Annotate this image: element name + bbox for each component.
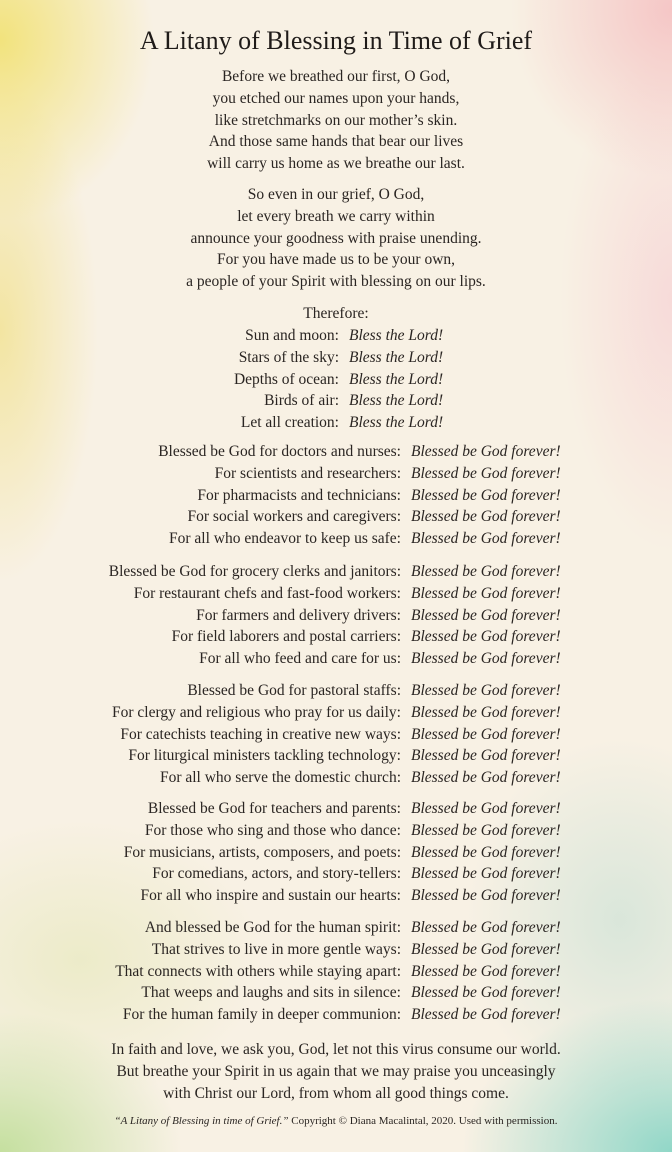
litany-row xyxy=(0,506,672,528)
litany-call: For all who serve the domestic church: xyxy=(159,769,401,787)
litany-row xyxy=(0,583,672,605)
litany-response: Blessed be God forever! xyxy=(411,486,561,504)
therefore-heading xyxy=(0,303,672,325)
litany-call: For farmers and delivery drivers: xyxy=(196,606,401,624)
litany-call: For field laborers and postal carriers: xyxy=(171,628,401,646)
litany-row xyxy=(0,626,672,648)
copyright-credit xyxy=(0,1115,672,1127)
litany-call: Blessed be God for doctors and nurses: xyxy=(158,443,401,460)
litany-response: Blessed be God forever! xyxy=(411,919,561,936)
litany-response: Blessed be God forever! xyxy=(411,508,561,526)
litany-row xyxy=(0,982,672,1004)
litany-response: Blessed be God forever! xyxy=(411,563,561,580)
litany-row xyxy=(0,767,672,789)
litany-call: Stars of the sky: xyxy=(238,348,339,366)
stanza-line: with Christ our Lord, from whom all good things come. xyxy=(163,1084,509,1102)
litany-row xyxy=(0,441,672,463)
litany-row xyxy=(0,605,672,627)
stanza-line: you etched our names upon your hands, xyxy=(212,89,460,107)
litany-row xyxy=(0,885,672,907)
litany-response: Blessed be God forever! xyxy=(411,584,561,602)
litany-response: Blessed be God forever! xyxy=(411,628,561,646)
closing-prayer xyxy=(0,1039,672,1104)
stanza-line: And those same hands that bear our lives xyxy=(208,133,464,151)
litany-row xyxy=(0,648,672,670)
litany-row xyxy=(0,347,672,369)
litany-call: For those who sing and those who dance: xyxy=(144,821,401,839)
stanza-line: Before we breathed our first, O God, xyxy=(221,68,451,85)
litany-response: Bless the Lord! xyxy=(349,348,444,366)
litany-row xyxy=(0,528,672,550)
litany-call: That weeps and laughs and sits in silence: xyxy=(141,984,401,1002)
litany-response: Blessed be God forever! xyxy=(411,887,561,905)
stanza-line: So even in our grief, O God, xyxy=(247,186,425,203)
litany-call: That connects with others while staying apart: xyxy=(115,962,401,980)
litany-row xyxy=(0,863,672,885)
litany-response: Blessed be God forever! xyxy=(411,606,561,624)
page-title: A Litany of Blessing in Time of Grief xyxy=(139,26,533,55)
litany-group-arts xyxy=(0,798,672,907)
litany-call: That strives to live in more gentle ways: xyxy=(151,940,401,958)
litany-call: For the human family in deeper communion: xyxy=(122,1006,401,1024)
litany-group-human-spirit xyxy=(0,917,672,1026)
litany-response: Blessed be God forever! xyxy=(411,769,561,787)
opening-stanza xyxy=(0,66,672,175)
second-stanza xyxy=(0,184,672,293)
litany-call: For all who feed and care for us: xyxy=(199,650,401,668)
litany-row xyxy=(0,390,672,412)
litany-row xyxy=(0,485,672,507)
stanza-line: let every breath we carry within xyxy=(237,207,435,225)
litany-group-church xyxy=(0,680,672,789)
litany-row xyxy=(0,1004,672,1026)
litany-response: Blessed be God forever! xyxy=(411,725,561,743)
litany-call: For liturgical ministers tackling technology: xyxy=(128,747,401,765)
litany-response: Bless the Lord! xyxy=(349,392,444,410)
litany-row xyxy=(0,561,672,583)
litany-call: Birds of air: xyxy=(264,392,339,410)
litany-row xyxy=(0,680,672,702)
litany-row xyxy=(0,724,672,746)
litany-call: For pharmacists and technicians: xyxy=(197,486,401,504)
litany-call: Let all creation: xyxy=(240,414,339,432)
litany-call: For restaurant chefs and fast-food workers: xyxy=(133,584,401,602)
therefore-label: Therefore: xyxy=(303,305,369,322)
litany-row xyxy=(0,939,672,961)
credit-citation: “A Litany of Blessing in time of Grief.” xyxy=(114,1115,289,1127)
litany-response: Blessed be God forever! xyxy=(411,940,561,958)
litany-response: Blessed be God forever! xyxy=(411,703,561,721)
litany-row xyxy=(0,745,672,767)
stanza-line: announce your goodness with praise unending. xyxy=(190,229,482,247)
litany-row xyxy=(0,798,672,820)
litany-row xyxy=(0,842,672,864)
litany-response: Bless the Lord! xyxy=(349,414,444,432)
litany-response: Blessed be God forever! xyxy=(411,464,561,482)
litany-response: Bless the Lord! xyxy=(349,370,444,388)
stanza-line: In faith and love, we ask you, God, let not this virus consume our world. xyxy=(111,1041,561,1058)
litany-response: Blessed be God forever! xyxy=(411,843,561,861)
litany-response: Blessed be God forever! xyxy=(411,821,561,839)
litany-call: For musicians, artists, composers, and poets: xyxy=(123,843,401,861)
litany-response: Blessed be God forever! xyxy=(411,962,561,980)
litany-row xyxy=(0,325,672,347)
litany-response: Bless the Lord! xyxy=(349,327,444,344)
litany-group-healthcare xyxy=(0,441,672,550)
stanza-line: will carry us home as we breathe our last. xyxy=(207,155,465,173)
litany-call: Depths of ocean: xyxy=(233,370,339,388)
litany-call: For comedians, actors, and story-tellers: xyxy=(152,865,401,883)
litany-call: Blessed be God for teachers and parents: xyxy=(147,800,401,817)
litany-response: Blessed be God forever! xyxy=(411,747,561,765)
stanza-line: like stretchmarks on our mother’s skin. xyxy=(214,111,458,129)
litany-row xyxy=(0,369,672,391)
stanza-line: For you have made us to be your own, xyxy=(216,251,456,269)
stanza-line: a people of your Spirit with blessing on our lips. xyxy=(186,273,486,291)
litany-call: For clergy and religious who pray for us daily: xyxy=(112,703,401,721)
litany-row xyxy=(0,412,672,434)
litany-row xyxy=(0,702,672,724)
litany-call: And blessed be God for the human spirit: xyxy=(144,919,401,936)
litany-row xyxy=(0,820,672,842)
litany-row xyxy=(0,961,672,983)
litany-row xyxy=(0,917,672,939)
litany-call: For catechists teaching in creative new ways: xyxy=(120,725,401,743)
credit-text: Copyright © Diana Macalintal, 2020. Used with permission. xyxy=(288,1115,558,1127)
litany-response: Blessed be God forever! xyxy=(411,865,561,883)
litany-response: Blessed be God forever! xyxy=(411,984,561,1002)
litany-call: Sun and moon: xyxy=(245,327,339,344)
litany-group-food xyxy=(0,561,672,670)
litany-call: For all who inspire and sustain our hearts: xyxy=(140,887,401,905)
litany-call: Blessed be God for pastoral staffs: xyxy=(187,682,401,699)
litany-call: For social workers and caregivers: xyxy=(187,508,401,526)
stanza-line: But breathe your Spirit in us again that we may praise you unceasingly xyxy=(116,1062,556,1080)
therefore-litany xyxy=(0,325,672,434)
litany-response: Blessed be God forever! xyxy=(411,443,561,460)
litany-response: Blessed be God forever! xyxy=(411,530,561,548)
litany-response: Blessed be God forever! xyxy=(411,800,561,817)
litany-response: Blessed be God forever! xyxy=(411,682,561,699)
litany-row xyxy=(0,463,672,485)
litany-response: Blessed be God forever! xyxy=(411,650,561,668)
litany-call: For scientists and researchers: xyxy=(214,464,401,482)
litany-response: Blessed be God forever! xyxy=(411,1006,561,1024)
litany-call: For all who endeavor to keep us safe: xyxy=(168,530,401,548)
litany-call: Blessed be God for grocery clerks and janitors: xyxy=(108,563,401,580)
